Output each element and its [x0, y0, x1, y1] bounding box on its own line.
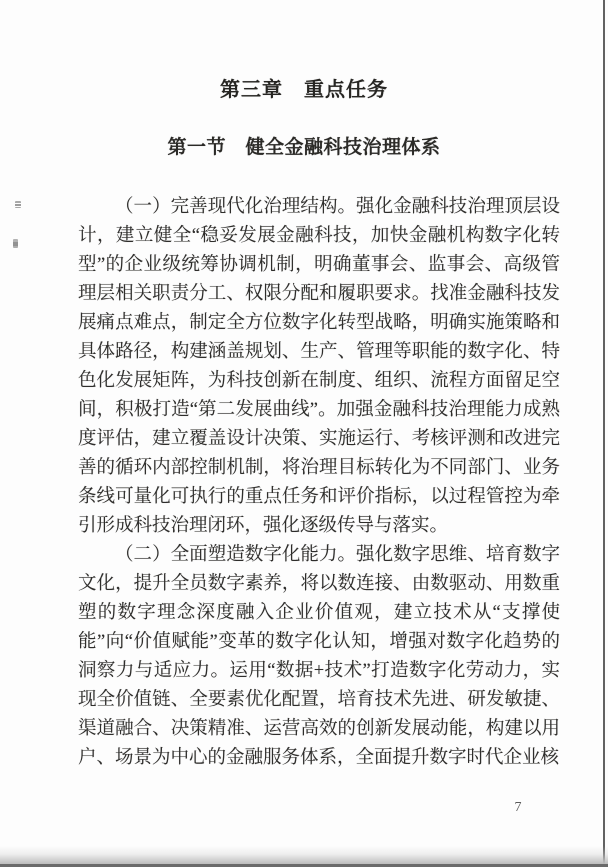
section-title: 第一节 健全金融科技治理体系 [167, 137, 441, 158]
scan-edge-line [603, 0, 605, 864]
paragraph-2: （二）全面塑造数字化能力。强化数字思维、培育数字文化，提升全员数字素养，将以数连接、由数驱动、用数重塑的数字理念深度融入企业价值观，建立技术从“支撑使能”向“价值赋能”变革的数字化认知，增强对数字化趋势的洞察力与适应力。运用“数据+技术”打造数字化劳动力，实现全价值链、全要素优化配置，培育技术先进、研发敏捷、渠道融合、决策精准、运营高效的创新发展动能，构建以用户、场景为中心的金融服务体系，全面提升数字时代企业核 [78, 545, 560, 768]
scan-artifact-icon [15, 201, 21, 208]
body-text [78, 193, 560, 773]
page-number: 7 [514, 800, 522, 815]
chapter-title: 第三章 重点任务 [220, 79, 388, 101]
scan-bottom-shadow [0, 846, 608, 864]
paragraph-1: （一）完善现代化治理结构。强化金融科技治理顶层设计，建立健全“稳妥发展金融科技，加快金融机构数字化转型”的企业级统筹协调机制，明确董事会、监事会、高级管理层相关职责分工、权限分配和履职要求。找准金融科技发展痛点难点，制定全方位数字化转型战略，明确实施策略和具体路径，构建涵盖规划、生产、管理等职能的数字化、特色化发展矩阵，为科技创新在制度、组织、流程方面留足空间，积极打造“第二发展曲线”。加强金融科技治理能力成熟度评估，建立覆盖设计决策、实施运行、考核评测和改进完善的循环内部控制机制，将治理目标转化为不同部门、业务条线可量化可执行的重点任务和评价指标，以过程管控为牵引形成科技治理闭环，强化逐级传导与落实。 [78, 197, 560, 536]
scan-artifact-icon [13, 239, 18, 248]
